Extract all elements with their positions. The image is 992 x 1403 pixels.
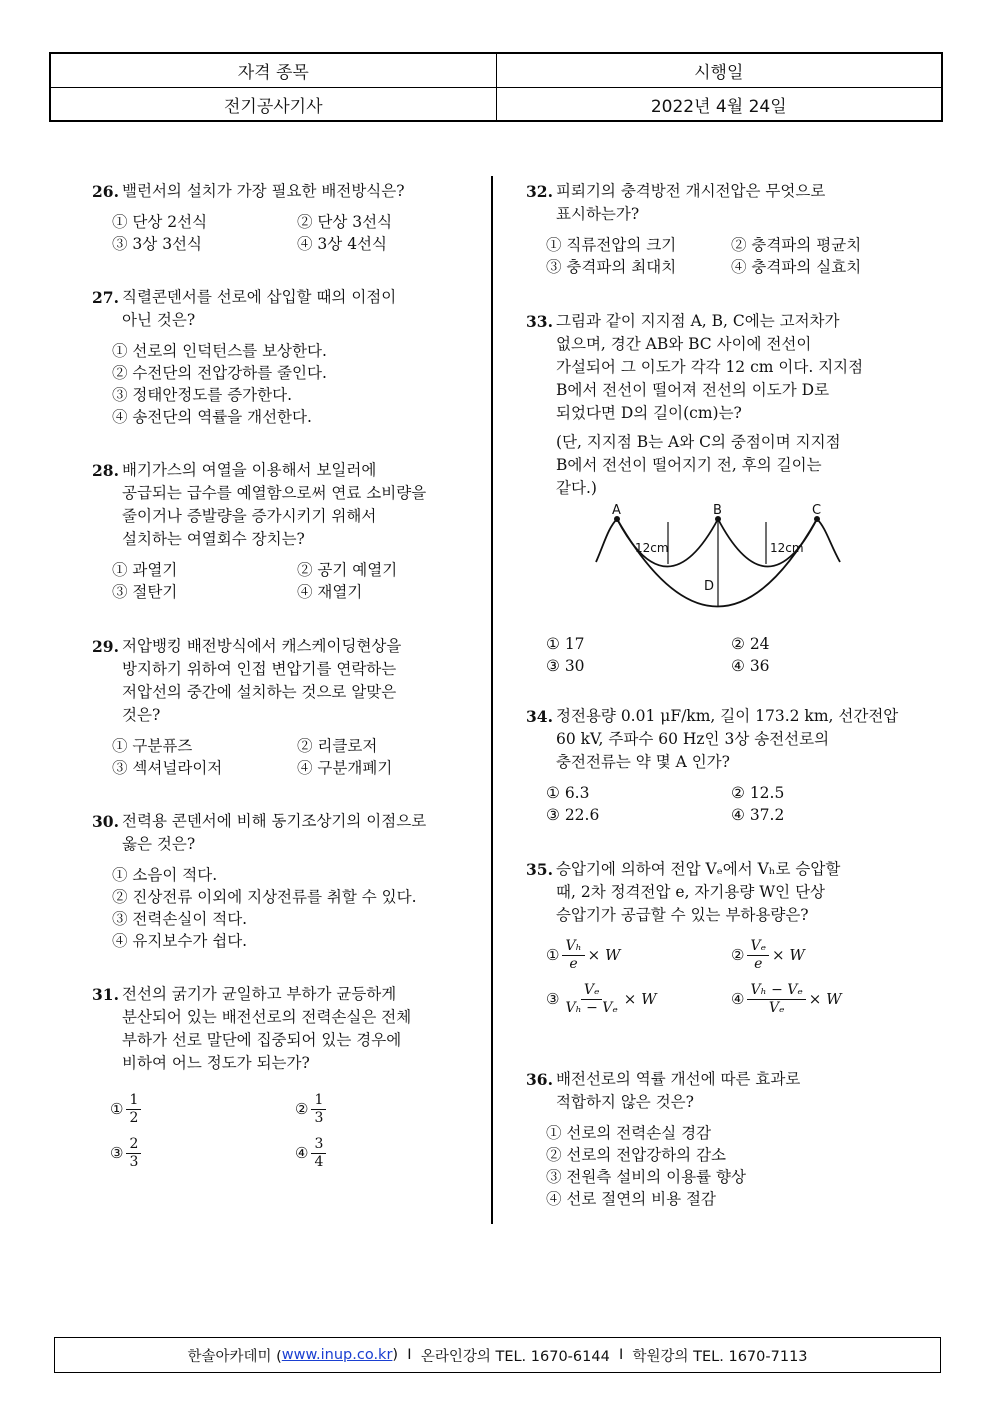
option-4: ④ 재열기	[297, 583, 363, 601]
footer-academy-phone: 학원강의 TEL. 1670-7113	[632, 1348, 808, 1365]
question-number: 31.	[92, 985, 119, 1004]
option-3: ③ 정태안정도를 증가한다.	[112, 386, 293, 404]
exam-date-value: 2022년 4월 24일	[496, 88, 942, 121]
option-1: ① 구분퓨즈	[112, 737, 193, 755]
option-3: ③ $\frac{2}{3}$	[110, 1131, 295, 1175]
option-2: ② 리클로저	[297, 737, 378, 755]
question-31	[92, 983, 480, 1175]
question-32	[526, 180, 916, 278]
question-text: 직렬콘덴서를 선로에 삽입할 때의 이점이 아닌 것은?	[122, 288, 397, 329]
option-2: ② 단상 3선식	[297, 213, 393, 231]
question-text: 전력용 콘덴서에 비해 동기조상기의 이점으로 옳은 것은?	[122, 812, 427, 853]
question-34	[526, 705, 916, 826]
sag-label-left: 12cm	[635, 541, 669, 555]
footer-brand: 한솔아카데미 (	[187, 1348, 282, 1365]
column-divider	[491, 176, 493, 1224]
option-3: ③ 섹셔널라이저	[112, 759, 223, 777]
option-2: ② 12.5	[731, 784, 785, 802]
question-number: 28.	[92, 461, 119, 480]
question-number: 36.	[526, 1070, 553, 1089]
question-text: 저압뱅킹 배전방식에서 캐스케이딩현상을 방지하기 위하여 인접 변압기를 연락하는 저압선의 중간에 설치하는 것으로 알맞은 것은?	[122, 637, 402, 724]
label-b: B	[713, 504, 722, 518]
option-3: ③ 3상 3선식	[112, 235, 202, 253]
subject-value: 전기공사기사	[223, 97, 323, 117]
footer-online-phone: 온라인강의 TEL. 1670-6144	[420, 1348, 610, 1365]
option-1: ① 6.3	[546, 784, 590, 802]
option-3: ③ 22.6	[546, 806, 600, 824]
option-4: ④ 유지보수가 쉽다.	[112, 932, 248, 950]
question-33	[526, 310, 863, 500]
option-1: ① 선로의 전력손실 경감	[546, 1124, 712, 1142]
option-2: ② 공기 예열기	[297, 561, 398, 579]
option-4: ④ 송전단의 역률을 개선한다.	[112, 408, 312, 426]
footer-paren: )	[392, 1347, 399, 1363]
footer-separator: I	[398, 1347, 421, 1363]
option-4: ④ 3상 4선식	[297, 235, 387, 253]
option-1: ① 소음이 적다.	[112, 866, 218, 884]
question-text: 그림과 같이 지지점 A, B, C에는 고저차가 없으며, 경간 AB와 BC 사이에 전선이 가설되어 그 이도가 각각 12 cm 이다. 지지점 B에서 전선이 떨어져 전선의 이도가 D로 되었다면 D의 길이(cm)는?	[556, 312, 864, 422]
footer-website-link[interactable]: www.inup.co.kr	[281, 1347, 393, 1363]
option-4: ④ $\frac{3}{4}$	[295, 1131, 480, 1175]
date-column-label: 시행일	[496, 54, 942, 87]
catenary-span-diagram	[590, 504, 850, 624]
question-27	[92, 286, 396, 428]
question-text: 밸런서의 설치가 가장 필요한 배전방식은?	[122, 182, 405, 200]
option-3: ③ 전력손실이 적다.	[112, 910, 248, 928]
option-4: ④ 구분개폐기	[297, 759, 393, 777]
question-number: 33.	[526, 312, 553, 331]
option-2: ② 수전단의 전압강하를 줄인다.	[112, 364, 327, 382]
sag-label-right: 12cm	[770, 541, 804, 555]
option-1: ① $\frac{\text{Vₕ}}{e}$ × W	[546, 937, 621, 972]
label-a: A	[612, 504, 621, 518]
question-text: 피뢰기의 충격방전 개시전압은 무엇으로 표시하는가?	[556, 182, 826, 223]
question-29	[92, 635, 482, 779]
option-4: ④ 선로 절연의 비용 절감	[546, 1190, 716, 1208]
question-35	[526, 858, 916, 1021]
option-4: ④ 36	[731, 657, 770, 675]
option-1: ① 과열기	[112, 561, 178, 579]
option-2: ② 선로의 전압강하의 감소	[546, 1146, 727, 1164]
option-3: ③ 30	[546, 657, 585, 675]
subject-column-label: 자격 종목	[237, 63, 309, 83]
option-3: ③ 절탄기	[112, 583, 178, 601]
question-number: 32.	[526, 182, 553, 201]
question-number: 27.	[92, 288, 119, 307]
question-text: 전선의 굵기가 균일하고 부하가 균등하게 분산되어 있는 배전선로의 전력손실은 전체 부하가 선로 말단에 집중되어 있는 경우에 비하여 어느 정도가 되는가?	[122, 985, 412, 1072]
question-text: 승압기에 의하여 전압 Vₑ에서 Vₕ로 승압할 때, 2차 정격전압 e, 자기용량 W인 단상 승압기가 공급할 수 있는 부하용량은?	[556, 860, 841, 924]
option-3: ③ 전원측 설비의 이용률 향상	[546, 1168, 746, 1186]
option-1: ① $\frac{1}{2}$	[110, 1087, 295, 1131]
exam-header-table	[49, 52, 943, 122]
question-number: 35.	[526, 860, 553, 879]
option-1: ① 단상 2선식	[112, 213, 208, 231]
option-3: ③ $\frac{\text{Vₑ}}{\text{Vₕ − Vₑ}}$ × W	[546, 981, 657, 1016]
question-36	[526, 1068, 800, 1210]
option-2: ② 진상전류 이외에 지상전류를 취할 수 있다.	[112, 888, 417, 906]
option-2: ② $\frac{\text{Vₑ}}{e}$ × W	[731, 937, 805, 972]
question-30	[92, 810, 426, 952]
option-4: ④ $\frac{\text{Vₕ − Vₑ}}{\text{Vₑ}}$ × W	[731, 981, 842, 1016]
question-26	[92, 180, 482, 255]
footer-separator: I	[609, 1347, 633, 1363]
question-number: 29.	[92, 637, 119, 656]
question-text: 정전용량 0.01 μF/km, 길이 173.2 km, 선간전압 60 kV, 주파수 60 Hz인 3상 송전선로의 충전전류는 약 몇 A 인가?	[556, 707, 899, 771]
option-2: ② 24	[731, 635, 770, 653]
page-footer	[54, 1337, 941, 1373]
question-28	[92, 459, 482, 603]
question-number: 26.	[92, 182, 119, 201]
label-c: C	[812, 504, 822, 518]
question-33-options	[546, 633, 916, 677]
question-number: 34.	[526, 707, 553, 726]
option-1: ① 선로의 인덕턴스를 보상한다.	[112, 342, 327, 360]
question-text: 배전선로의 역률 개선에 따른 효과로 적합하지 않은 것은?	[556, 1070, 801, 1111]
question-note: (단, 지지점 B는 A와 C의 중점이며 지지점 B에서 전선이 떨어지기 전, 후의 길이는 같다.)	[556, 433, 841, 497]
label-d: D	[704, 579, 715, 594]
option-3: ③ 충격파의 최대치	[546, 258, 677, 276]
option-2: ② $\frac{1}{3}$	[295, 1087, 480, 1131]
question-number: 30.	[92, 812, 119, 831]
option-1: ① 17	[546, 635, 585, 653]
option-2: ② 충격파의 평균치	[731, 236, 862, 254]
option-4: ④ 37.2	[731, 806, 785, 824]
option-4: ④ 충격파의 실효치	[731, 258, 862, 276]
option-1: ① 직류전압의 크기	[546, 236, 677, 254]
question-text: 배기가스의 여열을 이용해서 보일러에 공급되는 급수를 예열함으로써 연료 소비량을 줄이거나 증발량을 증가시키기 위해서 설치하는 여열회수 장치는?	[122, 461, 427, 548]
